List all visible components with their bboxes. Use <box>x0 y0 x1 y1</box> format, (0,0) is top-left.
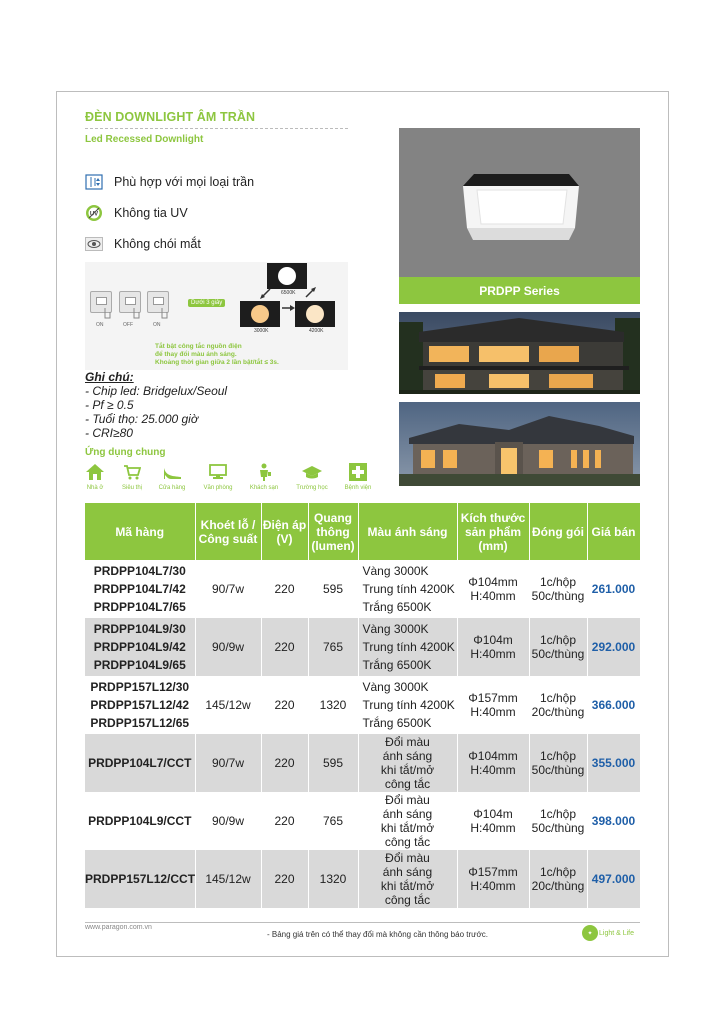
title-divider <box>85 128 348 129</box>
product-code-cell: PRDPP104L7/30 PRDPP104L7/42 PRDPP104L7/65 <box>85 560 195 618</box>
app-label: Siêu thị <box>121 485 142 491</box>
page-subtitle: Led Recessed Downlight <box>85 134 204 145</box>
ceiling-icon <box>85 174 103 190</box>
column-header: Đóng gói <box>529 503 587 560</box>
note-item: - Chip led: Bridgelux/Seoul <box>85 384 228 398</box>
cutout-power-cell: 90/9w <box>195 792 261 850</box>
graduation-cap-icon <box>302 462 322 482</box>
app-label: Cửa hàng <box>158 485 186 491</box>
feature-ceiling <box>85 174 254 190</box>
light-color-cell: Đổi màu ánh sáng khi tắt/mở công tắc <box>358 792 457 850</box>
notes-heading: Ghi chú: <box>85 370 134 384</box>
size-cell: Φ104m H:40mm <box>457 792 529 850</box>
house-photo-1 <box>399 312 640 394</box>
voltage-cell: 220 <box>261 734 308 792</box>
column-header: Mã hàng <box>85 503 195 560</box>
bellboy-icon <box>254 462 274 482</box>
cutout-power-cell: 145/12w <box>195 676 261 734</box>
high-heel-icon <box>162 462 182 482</box>
voltage-cell: 220 <box>261 850 308 908</box>
brand-logo <box>582 925 634 941</box>
app-school <box>289 462 335 491</box>
house-icon <box>85 462 105 482</box>
hand-pointer-icon <box>101 306 181 322</box>
table-row <box>85 560 640 618</box>
lumen-cell: 765 <box>308 618 358 676</box>
app-label: Văn phòng <box>203 485 233 491</box>
lumen-cell: 595 <box>308 560 358 618</box>
table-row <box>85 618 640 676</box>
note-line: Tắt bật công tắc nguồn điện <box>155 343 242 350</box>
pack-cell: 1c/hộp 50c/thùng <box>529 560 587 618</box>
lumen-cell: 765 <box>308 792 358 850</box>
page-title: ĐÈN DOWNLIGHT ÂM TRẦN <box>85 110 256 124</box>
voltage-cell: 220 <box>261 618 308 676</box>
downlight-image <box>399 128 640 277</box>
voltage-cell: 220 <box>261 560 308 618</box>
cutout-power-cell: 145/12w <box>195 850 261 908</box>
column-header: Điện áp (V) <box>261 503 308 560</box>
price-cell: 398.000 <box>587 792 640 850</box>
app-label: Trường học <box>296 485 328 491</box>
note-item: - Pf ≥ 0.5 <box>85 398 134 412</box>
disclaimer-text: - Bảng giá trên có thể thay đổi mà không cần thông báo trước. <box>267 930 488 939</box>
app-label: Nhà ở <box>86 485 104 491</box>
size-cell: Φ104mm H:40mm <box>457 560 529 618</box>
feature-label: Không chói mắt <box>114 237 201 251</box>
product-image <box>399 128 640 277</box>
lumen-cell: 595 <box>308 734 358 792</box>
feature-label: Phù hợp với mọi loại trần <box>114 175 255 189</box>
applications-heading: Ứng dụng chung <box>85 447 166 458</box>
product-code-cell: PRDPP104L7/CCT <box>85 734 195 792</box>
app-hotel <box>241 462 287 491</box>
app-hospital <box>335 462 381 491</box>
feature-no-glare <box>85 236 201 252</box>
temp-label: 4200K <box>309 328 324 334</box>
column-header: Khoét lỗ / Công suất <box>195 503 261 560</box>
light-color-cell: Vàng 3000K Trung tính 4200K Trắng 6500K <box>358 560 457 618</box>
feature-no-uv <box>85 205 188 221</box>
light-color-cell: Vàng 3000K Trung tính 4200K Trắng 6500K <box>358 676 457 734</box>
pack-cell: 1c/hộp 20c/thùng <box>529 850 587 908</box>
note-line: để thay đổi màu ánh sáng. <box>155 351 237 358</box>
column-header: Giá bán <box>587 503 640 560</box>
logo-circle-icon: ✦ <box>582 925 598 941</box>
table-row <box>85 734 640 792</box>
footer-divider <box>85 922 640 923</box>
cart-icon <box>122 462 142 482</box>
app-office <box>195 462 241 491</box>
app-label: Khách sạn <box>249 485 279 491</box>
table-row <box>85 676 640 734</box>
price-table <box>85 503 641 908</box>
voltage-cell: 220 <box>261 676 308 734</box>
note-line: Khoảng thời gian giữa 2 lần bật/tắt ≤ 3s. <box>155 359 279 366</box>
price-cell: 355.000 <box>587 734 640 792</box>
light-color-cell: Vàng 3000K Trung tính 4200K Trắng 6500K <box>358 618 457 676</box>
pack-cell: 1c/hộp 20c/thùng <box>529 676 587 734</box>
column-header: Kích thước sản phẩm (mm) <box>457 503 529 560</box>
product-code-cell: PRDPP104L9/CCT <box>85 792 195 850</box>
table-row <box>85 792 640 850</box>
series-label: PRDPP Series <box>399 277 640 304</box>
pack-cell: 1c/hộp 50c/thùng <box>529 792 587 850</box>
lumen-cell: 1320 <box>308 676 358 734</box>
table-row <box>85 850 640 908</box>
notes-block <box>85 370 227 440</box>
temp-label: 3000K <box>254 328 269 334</box>
switch-label: ON <box>153 322 161 328</box>
table-header-row <box>85 503 640 560</box>
size-cell: Φ104mm H:40mm <box>457 734 529 792</box>
note-item: - Tuổi thọ: 25.000 giờ <box>85 412 199 426</box>
size-cell: Φ157mm H:40mm <box>457 850 529 908</box>
cutout-power-cell: 90/7w <box>195 560 261 618</box>
medical-cross-icon <box>348 462 368 482</box>
app-shop <box>149 462 195 491</box>
product-code-cell: PRDPP104L9/30 PRDPP104L9/42 PRDPP104L9/65 <box>85 618 195 676</box>
size-cell: Φ104m H:40mm <box>457 618 529 676</box>
feature-label: Không tia UV <box>114 206 188 220</box>
app-label: Bệnh viện <box>344 485 372 491</box>
column-header: Quang thông (lumen) <box>308 503 358 560</box>
switch-label: ON <box>96 322 104 328</box>
svg-text:UV: UV <box>89 211 99 218</box>
switch-note <box>155 343 279 367</box>
product-code-cell: PRDPP157L12/CCT <box>85 850 195 908</box>
cycle-arrows-icon <box>254 285 334 315</box>
website-text: www.paragon.com.vn <box>85 924 152 931</box>
cutout-power-cell: 90/9w <box>195 618 261 676</box>
no-uv-icon <box>85 205 103 221</box>
price-cell: 292.000 <box>587 618 640 676</box>
voltage-cell: 220 <box>261 792 308 850</box>
price-cell: 261.000 <box>587 560 640 618</box>
switch-label: OFF <box>123 322 133 328</box>
lumen-cell: 1320 <box>308 850 358 908</box>
pack-cell: 1c/hộp 50c/thùng <box>529 618 587 676</box>
eye-icon <box>85 236 103 252</box>
light-color-cell: Đổi màu ánh sáng khi tắt/mở công tắc <box>358 850 457 908</box>
temp-label: 6500K <box>281 290 296 296</box>
size-cell: Φ157mm H:40mm <box>457 676 529 734</box>
product-code-cell: PRDPP157L12/30 PRDPP157L12/42 PRDPP157L12/65 <box>85 676 195 734</box>
house-photo-2 <box>399 402 640 486</box>
timer-badge: Dưới 3 giây <box>188 299 225 307</box>
light-color-cell: Đổi màu ánh sáng khi tắt/mở công tắc <box>358 734 457 792</box>
pack-cell: 1c/hộp 50c/thùng <box>529 734 587 792</box>
logo-text: Light & Life <box>599 929 635 937</box>
column-header: Màu ánh sáng <box>358 503 457 560</box>
price-cell: 497.000 <box>587 850 640 908</box>
price-cell: 366.000 <box>587 676 640 734</box>
cutout-power-cell: 90/7w <box>195 734 261 792</box>
computer-icon <box>208 462 228 482</box>
note-item: - CRI≥80 <box>85 426 133 440</box>
